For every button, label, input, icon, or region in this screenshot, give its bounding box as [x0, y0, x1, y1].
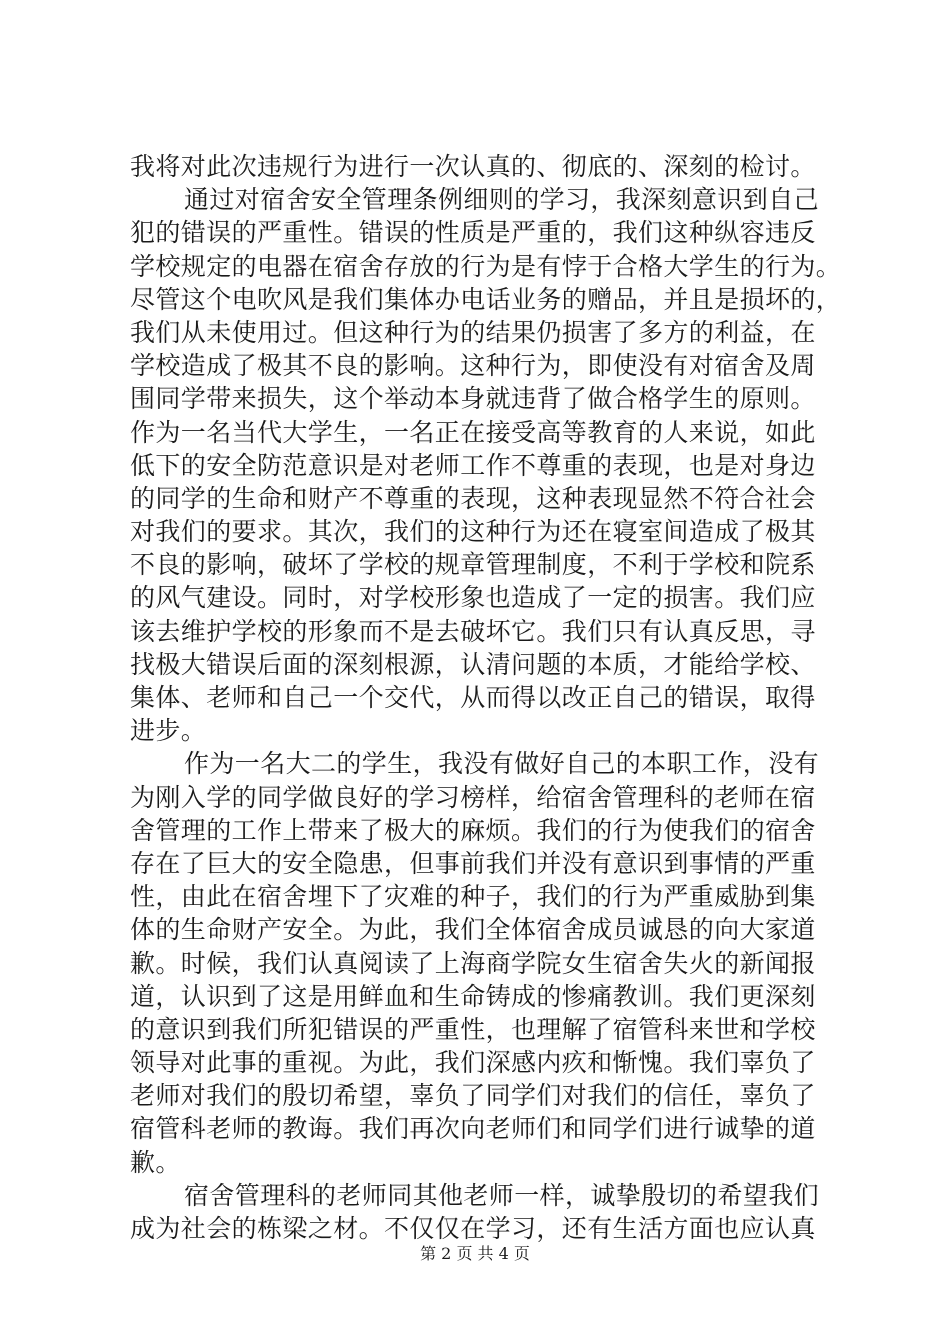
- text-line: 歉。: [130, 1147, 181, 1177]
- text-line: 舍管理的工作上带来了极大的麻烦。我们的行为使我们的宿舍: [130, 815, 816, 845]
- text-line: 道，认识到了这是用鲜血和生命铸成的惨痛教训。我们更深刻: [130, 981, 816, 1011]
- text-line: 我们从未使用过。但这种行为的结果仍损害了多方的利益，在: [130, 317, 816, 347]
- text-line: 宿舍管理科的老师同其他老师一样，诚挚殷切的希望我们: [184, 1180, 820, 1210]
- text-line: 体的生命财产安全。为此，我们全体宿舍成员诚恳的向大家道: [130, 915, 816, 945]
- text-line: 找极大错误后面的深刻根源，认清问题的本质，才能给学校、: [130, 649, 816, 679]
- body-text: [130, 150, 850, 1245]
- text-line: 成为社会的栋梁之材。不仅仅在学习，还有生活方面也应认真: [130, 1214, 816, 1243]
- text-line: 的意识到我们所犯错误的严重性，也理解了宿管科来世和学校: [130, 1014, 816, 1044]
- text-line: 不良的影响，破坏了学校的规章管理制度，不利于学校和院系: [130, 550, 816, 580]
- text-line: 歉。时候，我们认真阅读了上海商学院女生宿舍失火的新闻报: [130, 948, 816, 978]
- text-line: 低下的安全防范意识是对老师工作不尊重的表现，也是对身边: [130, 450, 816, 480]
- text-line: 围同学带来损失，这个举动本身就违背了做合格学生的原则。: [130, 384, 816, 414]
- text-line: 该去维护学校的形象而不是去破坏它。我们只有认真反思，寻: [130, 616, 816, 646]
- text-line: 集体、老师和自己一个交代，从而得以改正自己的错误，取得: [130, 683, 816, 712]
- page-footer: 第 2 页 共 4 页: [420, 1244, 530, 1263]
- text-line: 老师对我们的殷切希望，辜负了同学们对我们的信任，辜负了: [130, 1081, 816, 1111]
- text-line: 领导对此事的重视。为此，我们深感内疚和惭愧。我们辜负了: [130, 1048, 816, 1078]
- text-line: 我将对此次违规行为进行一次认真的、彻底的、深刻的检讨。: [130, 152, 816, 181]
- text-line: 学校规定的电器在宿舍存放的行为是有悖于合格大学生的行为。: [130, 251, 842, 281]
- text-line: 为刚入学的同学做良好的学习榜样，给宿舍管理科的老师在宿: [130, 782, 816, 812]
- text-line: 性，由此在宿舍埋下了灾难的种子，我们的行为严重威胁到集: [130, 882, 816, 912]
- text-line: 存在了巨大的安全隐患，但事前我们并没有意识到事情的严重: [130, 848, 816, 878]
- text-line: 的风气建设。同时，对学校形象也造成了一定的损害。我们应: [130, 583, 816, 613]
- text-line: 宿管科老师的教诲。我们再次向老师们和同学们进行诚挚的道: [130, 1114, 816, 1144]
- text-line: 学校造成了极其不良的影响。这种行为，即使没有对宿舍及周: [130, 351, 816, 381]
- text-line: 尽管这个电吹风是我们集体办电话业务的赠品，并且是损坏的，: [130, 284, 842, 314]
- text-line: 的同学的生命和财产不尊重的表现，这种表现显然不符合社会: [130, 483, 816, 513]
- text-line: 作为一名当代大学生，一名正在接受高等教育的人来说，如此: [130, 417, 816, 447]
- text-line: 对我们的要求。其次，我们的这种行为还在寝室间造成了极其: [130, 517, 816, 547]
- text-line: 通过对宿舍安全管理条例细则的学习，我深刻意识到自己: [184, 185, 820, 215]
- text-line: 作为一名大二的学生，我没有做好自己的本职工作，没有: [184, 749, 820, 779]
- text-line: 进步。: [130, 716, 207, 746]
- text-line: 犯的错误的严重性。错误的性质是严重的，我们这种纵容违反: [130, 218, 816, 248]
